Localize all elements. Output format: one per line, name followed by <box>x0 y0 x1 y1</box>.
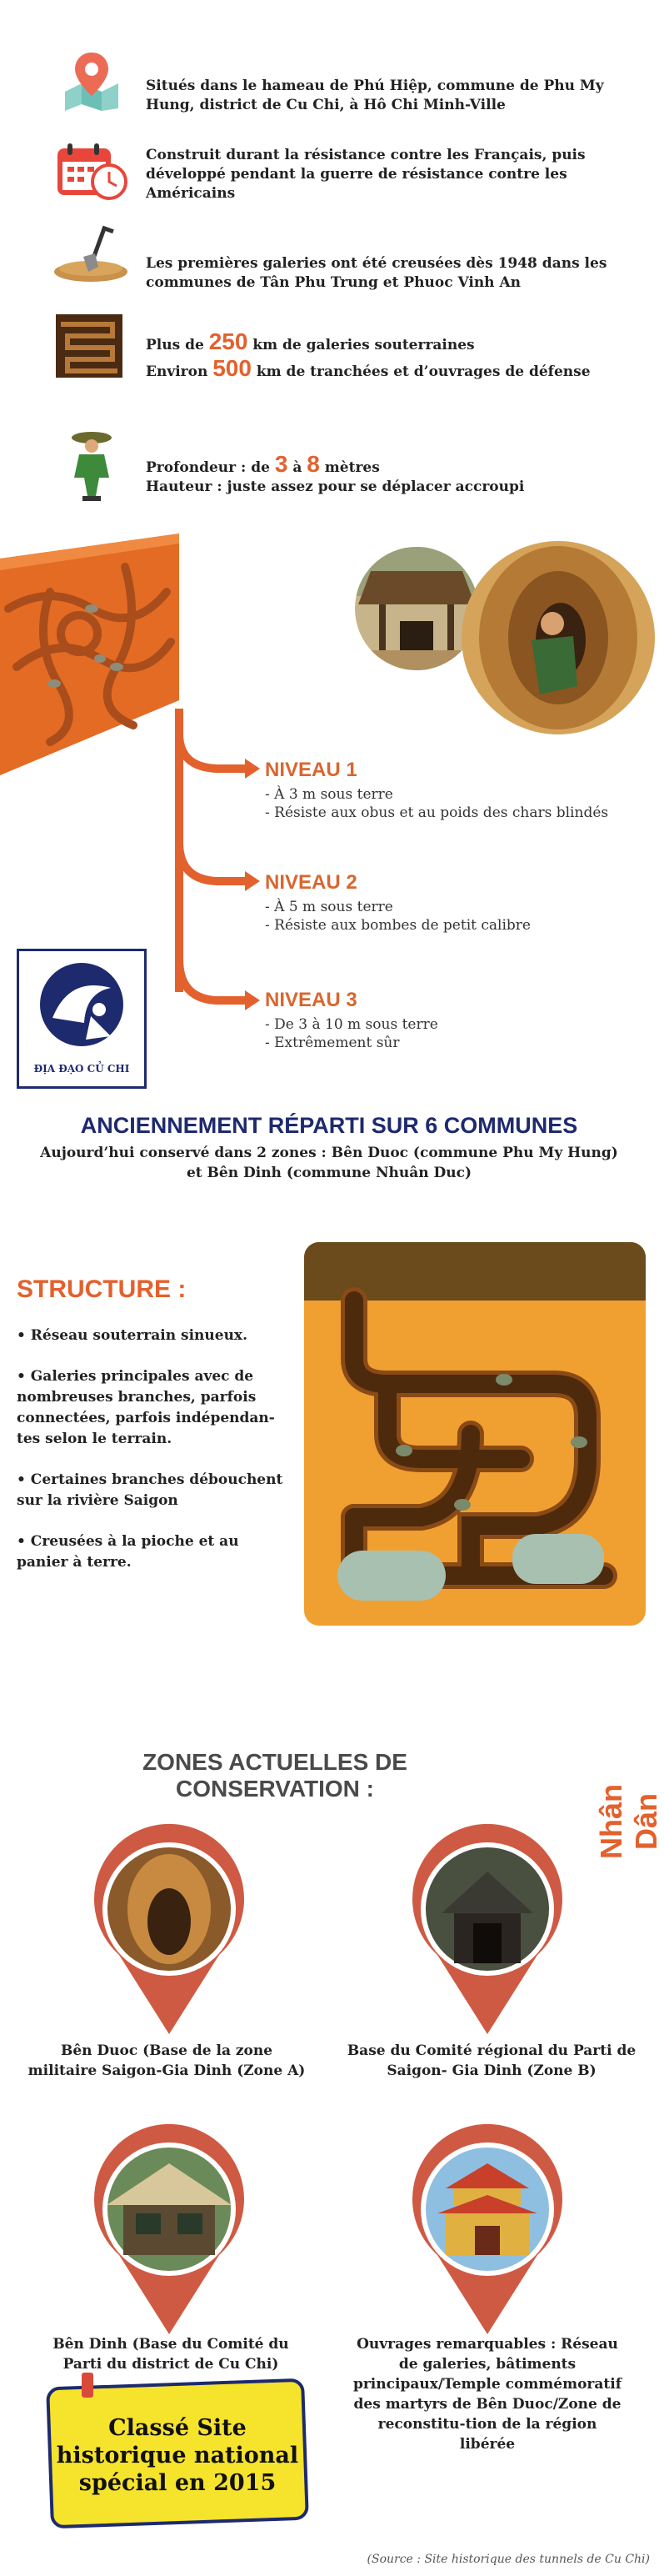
levels-branch-connector <box>167 709 267 1029</box>
tunnel-network-illustration <box>0 534 192 779</box>
structure-item-4: • Creusées à la pioche et au panier à terre. <box>17 1533 239 1571</box>
level-2-line-2: - Résiste aux bombes de petit calibre <box>265 917 531 934</box>
ben-dinh-pin <box>90 2130 248 2338</box>
level-1-block <box>265 759 608 822</box>
zone-a-caption: Bên Duoc (Base de la zone militaire Saigon-Gia Dinh (Zone A) <box>27 2042 306 2079</box>
zone-b-pin <box>408 1830 567 2038</box>
construction-text: Construit durant la résistance contre les Français, puis développé pendant la guerre de résistance contre les Américains <box>146 147 586 202</box>
remarkable-works-pin <box>408 2130 567 2338</box>
level-2-block <box>265 871 531 935</box>
tunnel-cross-section-illustration <box>304 1242 646 1629</box>
remarkable-works-caption: Ouvrages remarquables : Réseau de galeries, bâtiments principaux/Temple commémoratif des martyrs de Bên Duoc/Zone de reconstitu-tion de la région libérée <box>352 2336 622 2453</box>
length-post-1: km de galeries souterraines <box>252 337 475 353</box>
first-galleries-text: Les premières galeries ont été creusées dès 1948 dans les communes de Tân Phu Trung et Phuoc Vinh An <box>146 255 607 291</box>
level-1-title: NIVEAU 1 <box>265 759 357 781</box>
structure-title: STRUCTURE : <box>17 1275 187 1303</box>
communes-title: ANCIENNEMENT RÉPARTI SUR 6 COMMUNES <box>80 1113 578 1138</box>
level-3-block <box>265 989 438 1052</box>
length-line-1 <box>146 328 629 355</box>
depth-pre: Profondeur : de <box>146 459 270 476</box>
logo-label: ĐỊA ĐẠO CỦ CHI <box>33 1063 130 1075</box>
badge-line-1: Classé Site <box>108 2415 247 2441</box>
location-pin-map-icon <box>58 46 125 116</box>
length-pre-1: Plus de <box>146 337 204 353</box>
height-text: Hauteur : juste assez pour se déplacer accroupi <box>146 479 525 495</box>
zones-title: ZONES ACTUELLES DE CONSERVATION : <box>142 1749 407 1802</box>
depth-post: mètres <box>324 459 380 476</box>
cu-chi-tunnels-logo <box>17 949 147 1089</box>
communes-subtitle-2: et Bên Dinh (commune Nhuân Duc) <box>186 1165 472 1181</box>
pushpin-icon <box>82 2373 93 2398</box>
length-number-500: 500 <box>212 355 252 381</box>
source-note: (Source : Site historique des tunnels de Cu Chi) <box>367 2553 650 2566</box>
badge-line-3: spécial en 2015 <box>78 2470 277 2496</box>
brand-label: Nhân Dân <box>594 1784 663 1859</box>
level-1-line-1: - À 3 m sous terre <box>265 786 393 803</box>
communes-subtitle-1: Aujourd’hui conservé dans 2 zones : Bên Duoc (commune Phu My Hung) <box>40 1145 618 1161</box>
length-pre-2: Environ <box>146 363 208 380</box>
ben-dinh-caption: Bên Dinh (Base du Comité du Parti du district de Cu Chi) <box>52 2336 289 2373</box>
structure-list <box>17 1326 292 1593</box>
shovel-dirt-icon <box>52 223 131 289</box>
length-line-2 <box>146 355 646 382</box>
soldier-in-tunnel-photo <box>461 540 657 739</box>
level-2-title: NIVEAU 2 <box>265 871 357 894</box>
crouching-soldier-icon <box>62 429 121 508</box>
nhan-dan-brand <box>594 1738 663 1880</box>
national-site-badge <box>48 2383 307 2524</box>
tunnel-maze-icon <box>54 313 125 383</box>
level-2-line-1: - À 5 m sous terre <box>265 899 393 915</box>
zone-b-caption: Base du Comité régional du Parti de Saigon- Gia Dinh (Zone B) <box>347 2042 637 2079</box>
depth-max-number: 8 <box>307 451 320 477</box>
depth-min-number: 3 <box>274 451 288 477</box>
structure-item-1: • Réseau souterrain sinueux. <box>17 1327 247 1344</box>
level-3-title: NIVEAU 3 <box>265 989 357 1011</box>
level-3-line-2: - Extrêmement sûr <box>265 1035 400 1051</box>
depth-line-1 <box>146 451 629 478</box>
structure-item-3: • Certaines branches débouchent sur la rivière Saigon <box>17 1471 283 1509</box>
level-3-line-1: - De 3 à 10 m sous terre <box>265 1016 438 1033</box>
structure-item-2: • Galeries principales avec de nombreuses branches, parfois connectées, parfois indépendan-tes selon le terrain. <box>17 1368 275 1447</box>
badge-line-2: historique national <box>56 2443 299 2468</box>
calendar-clock-icon <box>54 140 129 206</box>
depth-mid: à <box>292 459 302 476</box>
length-number-250: 250 <box>208 328 248 354</box>
length-post-2: km de tranchées et d’ouvrages de défense <box>256 363 591 380</box>
location-text: Situés dans le hameau de Phú Hiệp, commune de Phu My Hung, district de Cu Chi, à Hô Chi Minh-Ville <box>146 78 604 113</box>
zone-a-pin <box>90 1830 248 2038</box>
level-1-line-2: - Résiste aux obus et au poids des chars blindés <box>265 804 609 821</box>
